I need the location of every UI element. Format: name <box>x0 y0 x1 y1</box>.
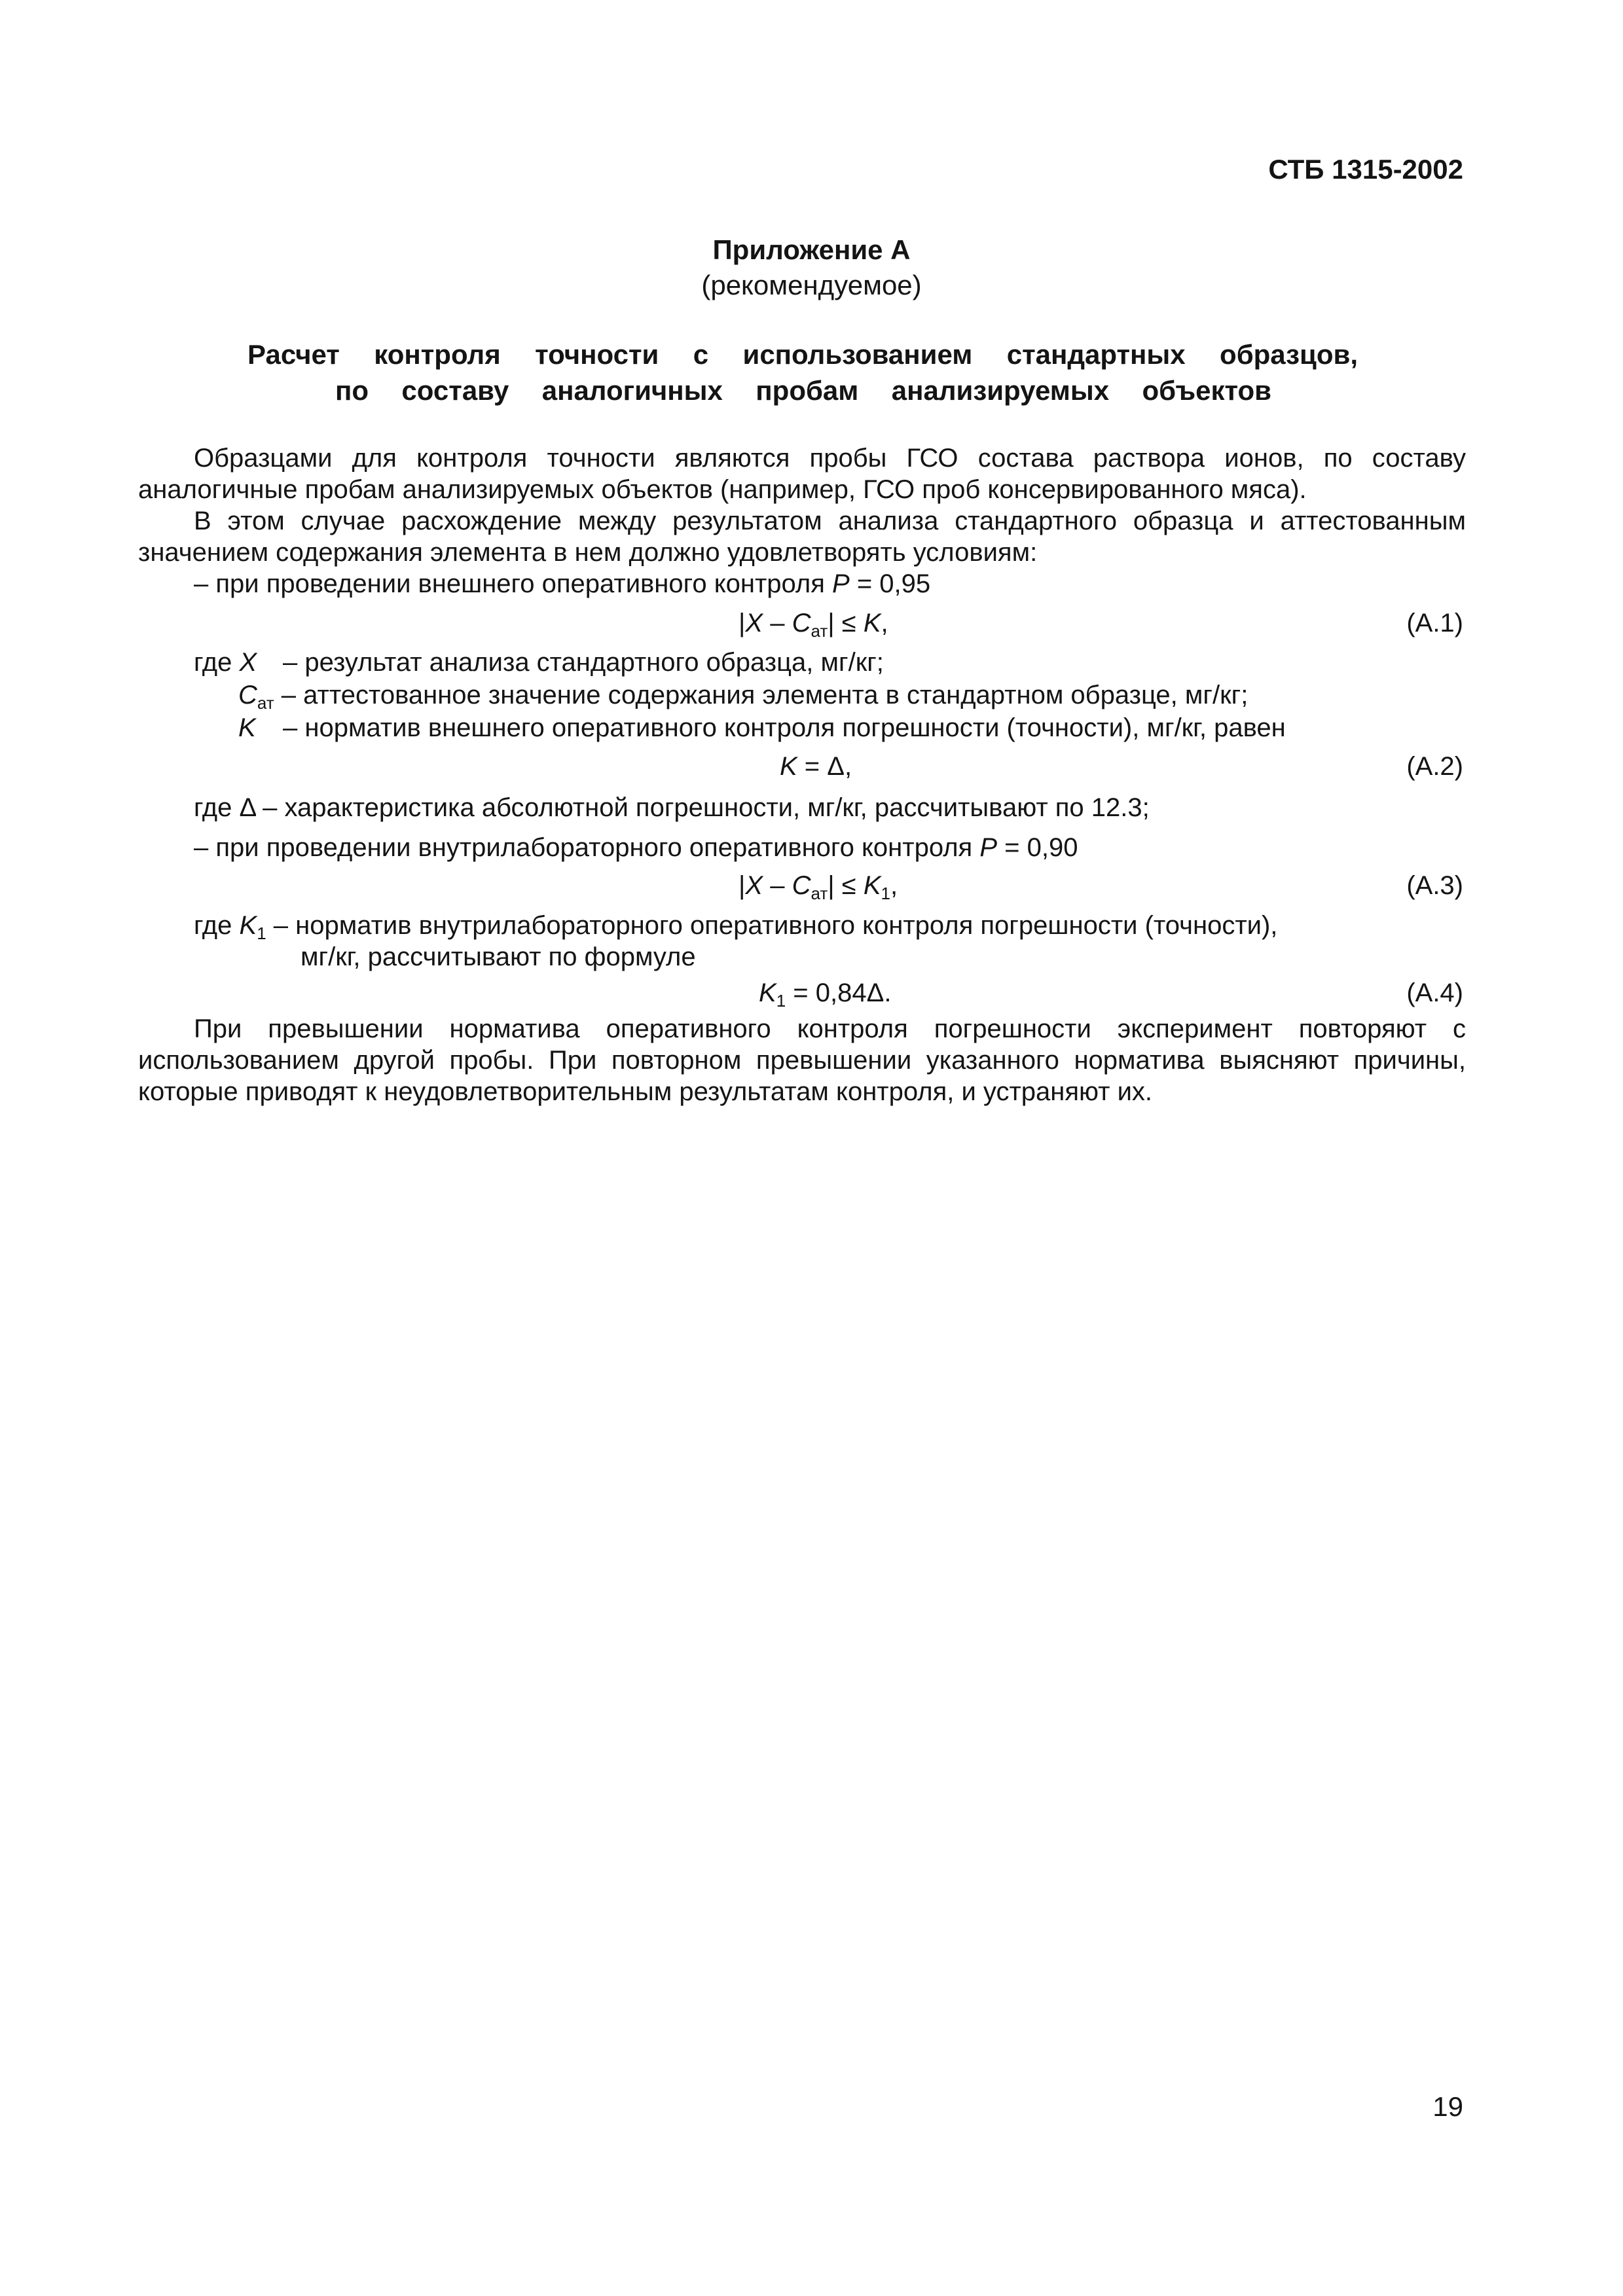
paragraph-3-line-3: которые приводят к неудовлетворительным результатам контроля, и устраняют их. <box>138 1077 1153 1106</box>
symbol-k: K <box>863 609 881 637</box>
subscript-1: 1 <box>881 884 890 903</box>
where-k-text: – норматив внешнего оперативного контроля погрешности (точности), мг/кг, равен <box>283 713 1286 742</box>
abs-bar: | <box>739 871 746 900</box>
symbol-k: K <box>238 713 256 742</box>
symbol-k: K <box>759 978 776 1007</box>
where-k1-definition <box>194 909 1277 942</box>
formula-a4 <box>759 977 891 1009</box>
where-c-text: – аттестованное значение содержания элемента в стандартном образце, мг/кг; <box>274 681 1249 709</box>
comma: , <box>890 871 898 900</box>
appendix-heading-line-1: Расчет контроля точности с использованием стандартных образцов, <box>247 339 1358 370</box>
paragraph-2-line-2: значением содержания элемента в нем должно удовлетворять условиям: <box>138 538 1038 567</box>
minus-sign: – <box>763 609 792 637</box>
symbol-c: C <box>792 871 811 900</box>
subscript-1: 1 <box>776 991 786 1011</box>
where-k1-text: – норматив внутрилабораторного оперативного контроля погрешности (точности), <box>266 911 1278 940</box>
where-delta-definition: где Δ – характеристика абсолютной погрешности, мг/кг, рассчитывают по 12.3; <box>194 793 1150 822</box>
formula-a3 <box>739 869 898 902</box>
paragraph-2-line-1: В этом случае расхождение между результатом анализа стандартного образца и аттестованным <box>194 507 1466 535</box>
minus-sign: – <box>763 871 792 900</box>
formula-a2-rest: = Δ, <box>797 752 852 781</box>
probability-symbol: P <box>832 569 850 598</box>
condition-external-control <box>194 567 930 600</box>
condition-text: – при проведении внутрилабораторного оперативного контроля <box>194 833 980 862</box>
appendix-status: (рекомендуемое) <box>701 270 922 300</box>
formula-a4-rest: = 0,84Δ. <box>786 978 892 1007</box>
paragraph-1-line-1: Образцами для контроля точности являются пробы ГСО состава раствора ионов, по составу <box>194 444 1466 473</box>
where-x-text: – результат анализа стандартного образца, мг/кг; <box>283 648 884 677</box>
symbol-x: X <box>745 609 763 637</box>
paragraph-3-line-2: использованием другой пробы. При повторном превышении указанного норматива выясняют причины, <box>138 1046 1466 1075</box>
symbol-x: X <box>239 648 257 677</box>
abs-bar-leq: | ≤ <box>828 871 864 900</box>
subscript-at: ат <box>257 693 274 713</box>
probability-value: = 0,95 <box>849 569 931 598</box>
formula-a4-number: (А.4) <box>1406 978 1463 1007</box>
subscript-1: 1 <box>257 924 266 943</box>
where-k-definition <box>238 711 256 744</box>
where-c-definition <box>238 679 1248 711</box>
appendix-title: Приложение А <box>712 234 911 265</box>
where-x-definition <box>194 646 257 679</box>
where-k1-continuation: мг/кг, рассчитывают по формуле <box>301 942 696 971</box>
appendix-heading-line-2: по составу аналогичных пробам анализируемых объектов <box>335 375 1271 406</box>
probability-symbol: P <box>979 833 997 862</box>
symbol-k: K <box>780 752 797 781</box>
page-number: 19 <box>1432 2091 1463 2122</box>
paragraph-3-line-1: При превышении норматива оперативного контроля погрешности эксперимент повторяют с <box>194 1014 1466 1043</box>
probability-value: = 0,90 <box>997 833 1078 862</box>
where-label: где <box>194 648 240 677</box>
condition-text: – при проведении внешнего оперативного контроля <box>194 569 833 598</box>
symbol-x: X <box>745 871 763 900</box>
symbol-c: C <box>792 609 811 637</box>
formula-a1-number: (А.1) <box>1406 609 1463 637</box>
comma: , <box>881 609 888 637</box>
symbol-k: K <box>863 871 881 900</box>
subscript-at: ат <box>811 884 828 903</box>
subscript-at: ат <box>811 621 828 641</box>
formula-a2 <box>780 750 852 783</box>
formula-a1 <box>739 607 888 639</box>
formula-a3-number: (А.3) <box>1406 871 1463 900</box>
abs-bar-leq: | ≤ <box>828 609 864 637</box>
where-label: где <box>194 911 240 940</box>
standard-code: СТБ 1315-2002 <box>1268 154 1463 185</box>
symbol-k: K <box>239 911 257 940</box>
condition-internal-control <box>194 831 1078 864</box>
formula-a2-number: (А.2) <box>1406 752 1463 781</box>
paragraph-1-line-2: аналогичные пробам анализируемых объектов (например, ГСО проб консервированного мяса). <box>138 475 1307 504</box>
abs-bar: | <box>739 609 746 637</box>
symbol-c: C <box>238 681 257 709</box>
